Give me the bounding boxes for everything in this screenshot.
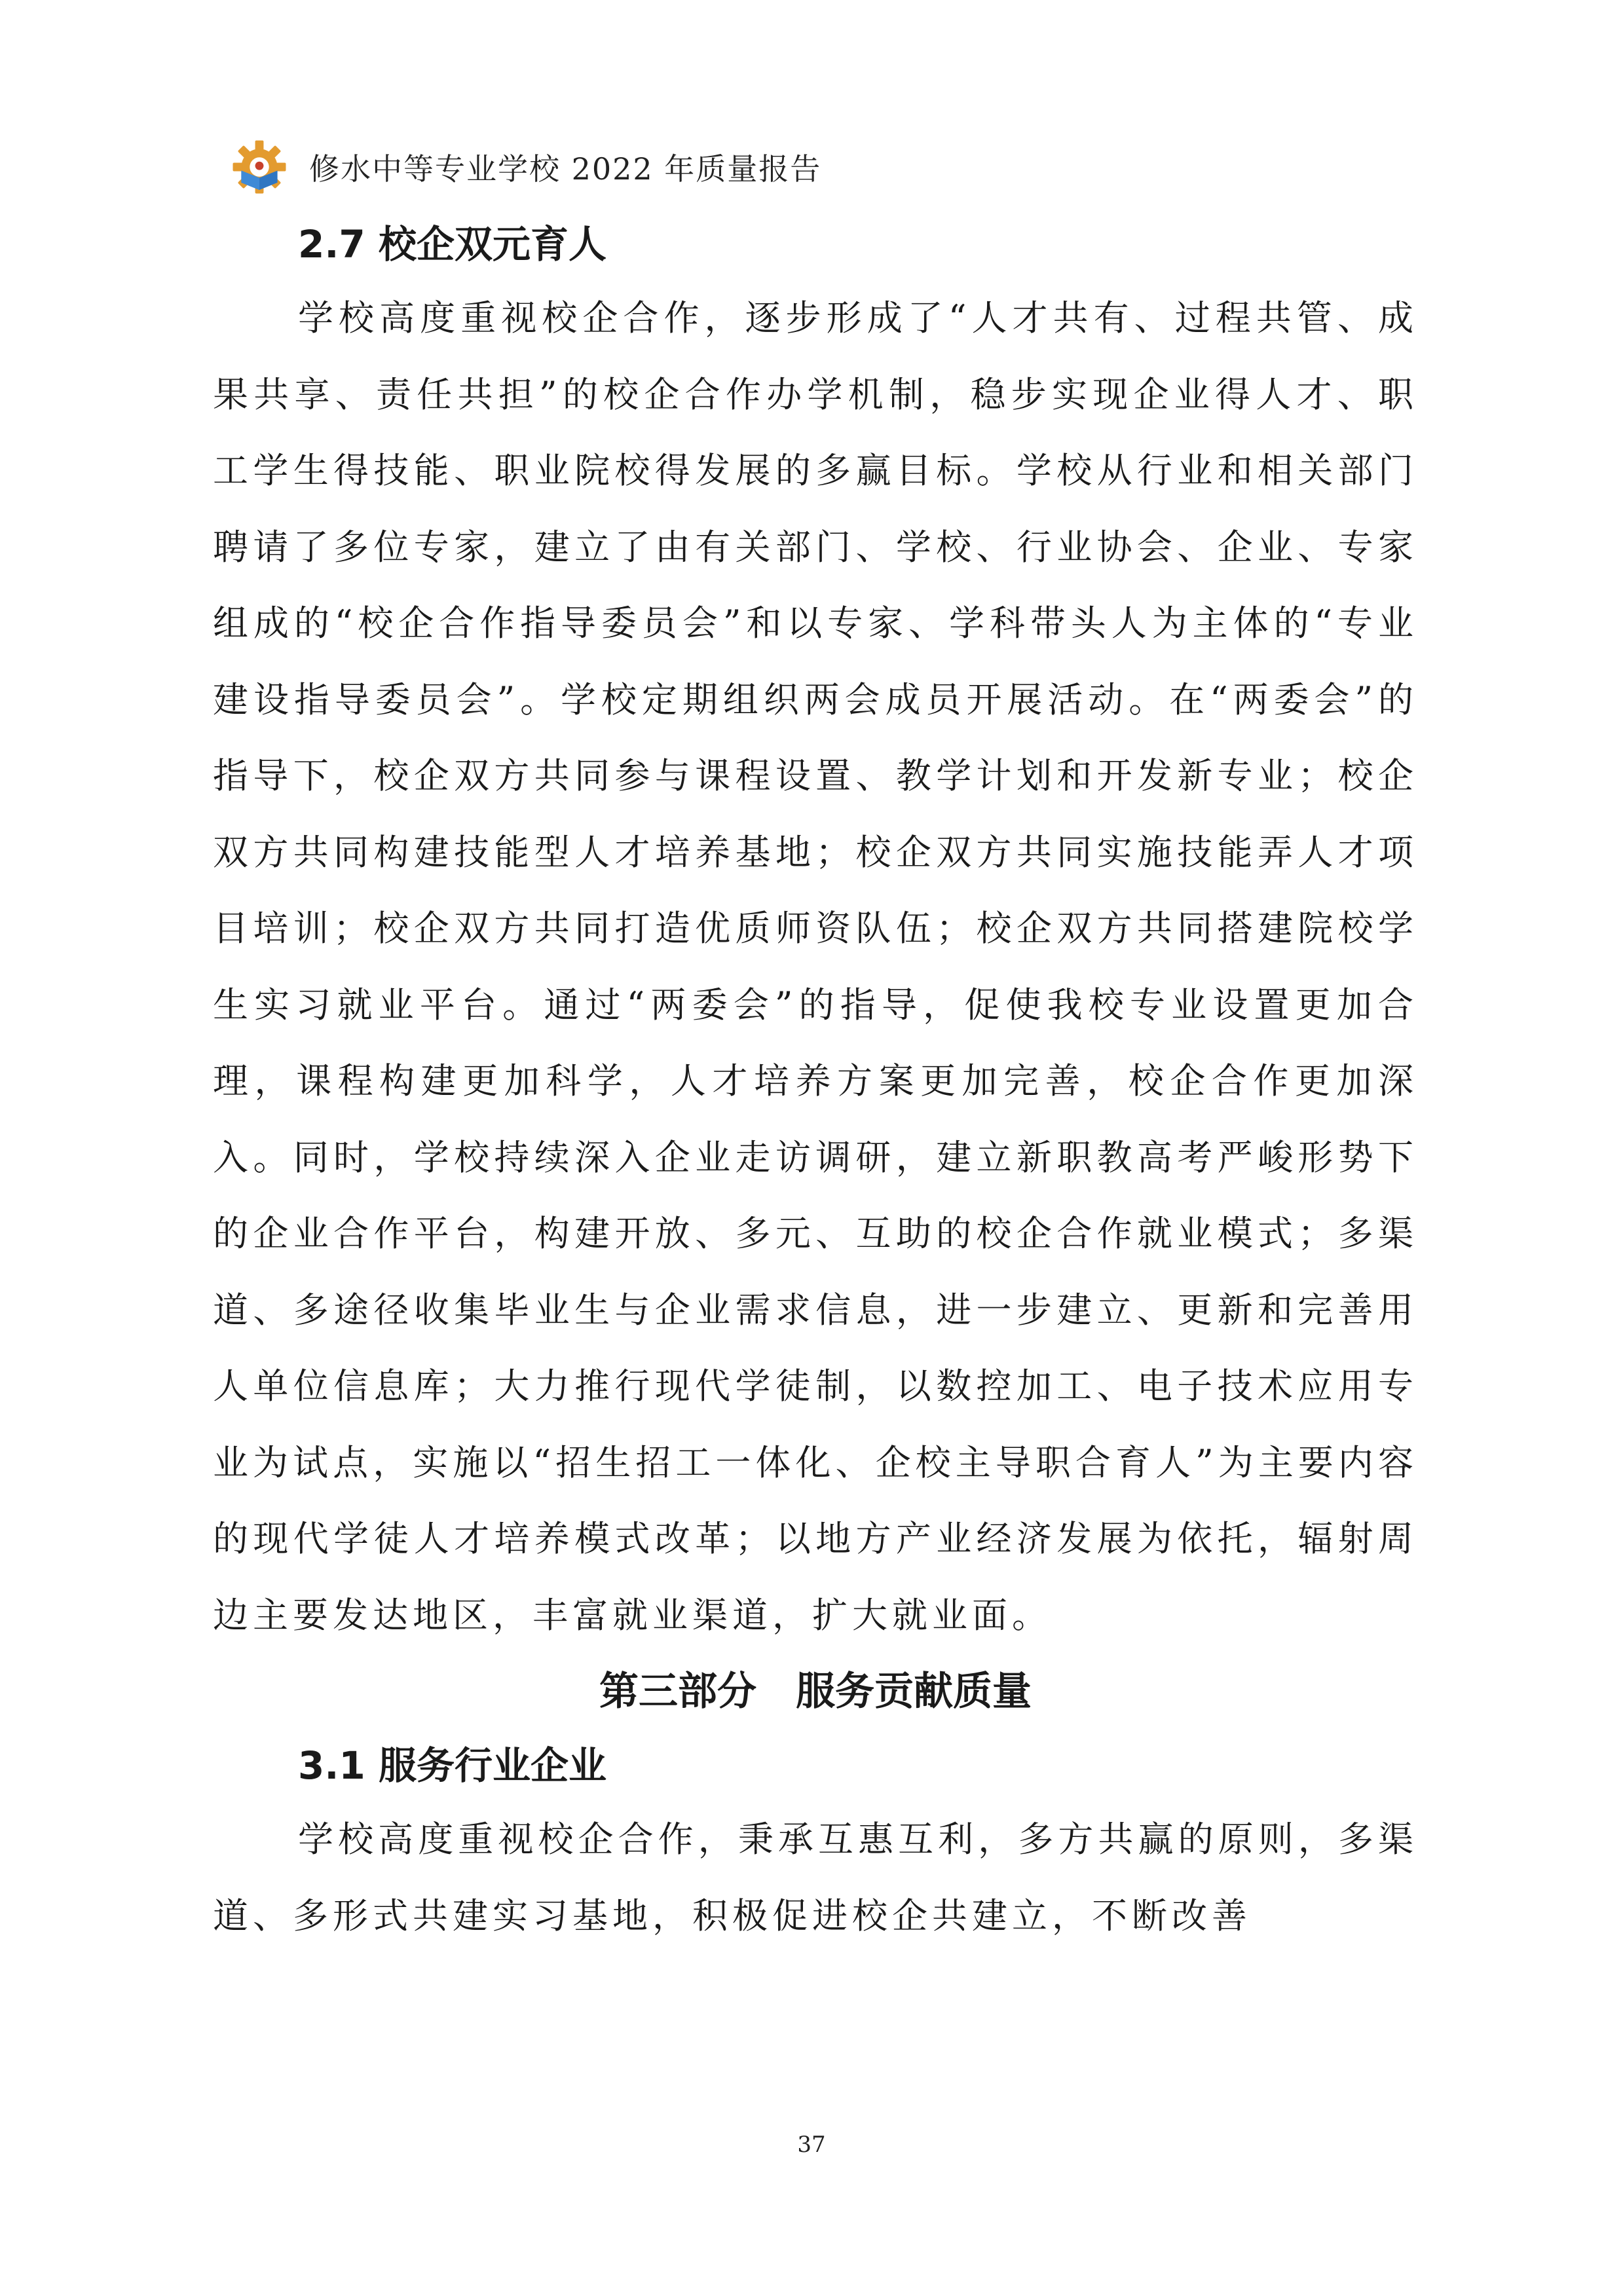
section-2-7-paragraph: 学校高度重视校企合作，逐步形成了“人才共有、过程共管、成果共享、责任共担”的校企合作办学机制，稳步实现企业得人才、职工学生得技能、职业院校得发展的多赢目标。学校从行业和相关部门聘请了多位专家，建立了由有关部门、学校、行业协会、企业、专家组成的“校企合作指导委员会”和以专家、学科带头人为主体的“专业建设指导委员会”。学校定期组织两会成员开展活动。在“两委会”的指导下，校企双方共同参与课程设置、教学计划和开发新专业；校企双方共同构建技能型人才培养基地；校企双方共同实施技能弄人才项目培训；校企双方共同打造优质师资队伍；校企双方共同搭建院校学生实习就业平台。通过“两委会”的指导，促使我校专业设置更加合理，课程构建更加科学，人才培养方案更加完善，校企合作更加深入。同时，学校持续深入企业走访调研，建立新职教高考严峻形势下的企业合作平台，构建开放、多元、互助的校企合作就业模式；多渠道、多途径收集毕业生与企业需求信息，进一步建立、更新和完善用人单位信息库；大力推行现代学徒制，以数控加工、电子技术应用专业为试点，实施以“招生招工一体化、企校主导职合育人”为主要内容的现代学徒人才培养模式改革；以地方产业经济发展为依托，辐射周边主要发达地区，丰富就业渠道，扩大就业面。 xyxy=(213,297,1418,1636)
page-number: 37 xyxy=(797,2132,826,2158)
report-header-title: 修水中等专业学校 2022 年质量报告 xyxy=(309,151,822,187)
section-3-1-heading: 3.1 服务行业企业 xyxy=(298,1743,606,1788)
school-emblem-icon xyxy=(229,137,289,197)
part-three-heading: 第三部分 服务贡献质量 xyxy=(599,1669,1032,1714)
page-header xyxy=(229,131,821,203)
page-content xyxy=(213,208,1418,1954)
section-3-1-paragraph: 学校高度重视校企合作，秉承互惠互利，多方共赢的原则，多渠道、多形式共建实习基地，积极促进校企共建立，不断改善 xyxy=(213,1819,1418,1936)
section-2-7-heading: 2.7 校企双元育人 xyxy=(298,222,606,267)
